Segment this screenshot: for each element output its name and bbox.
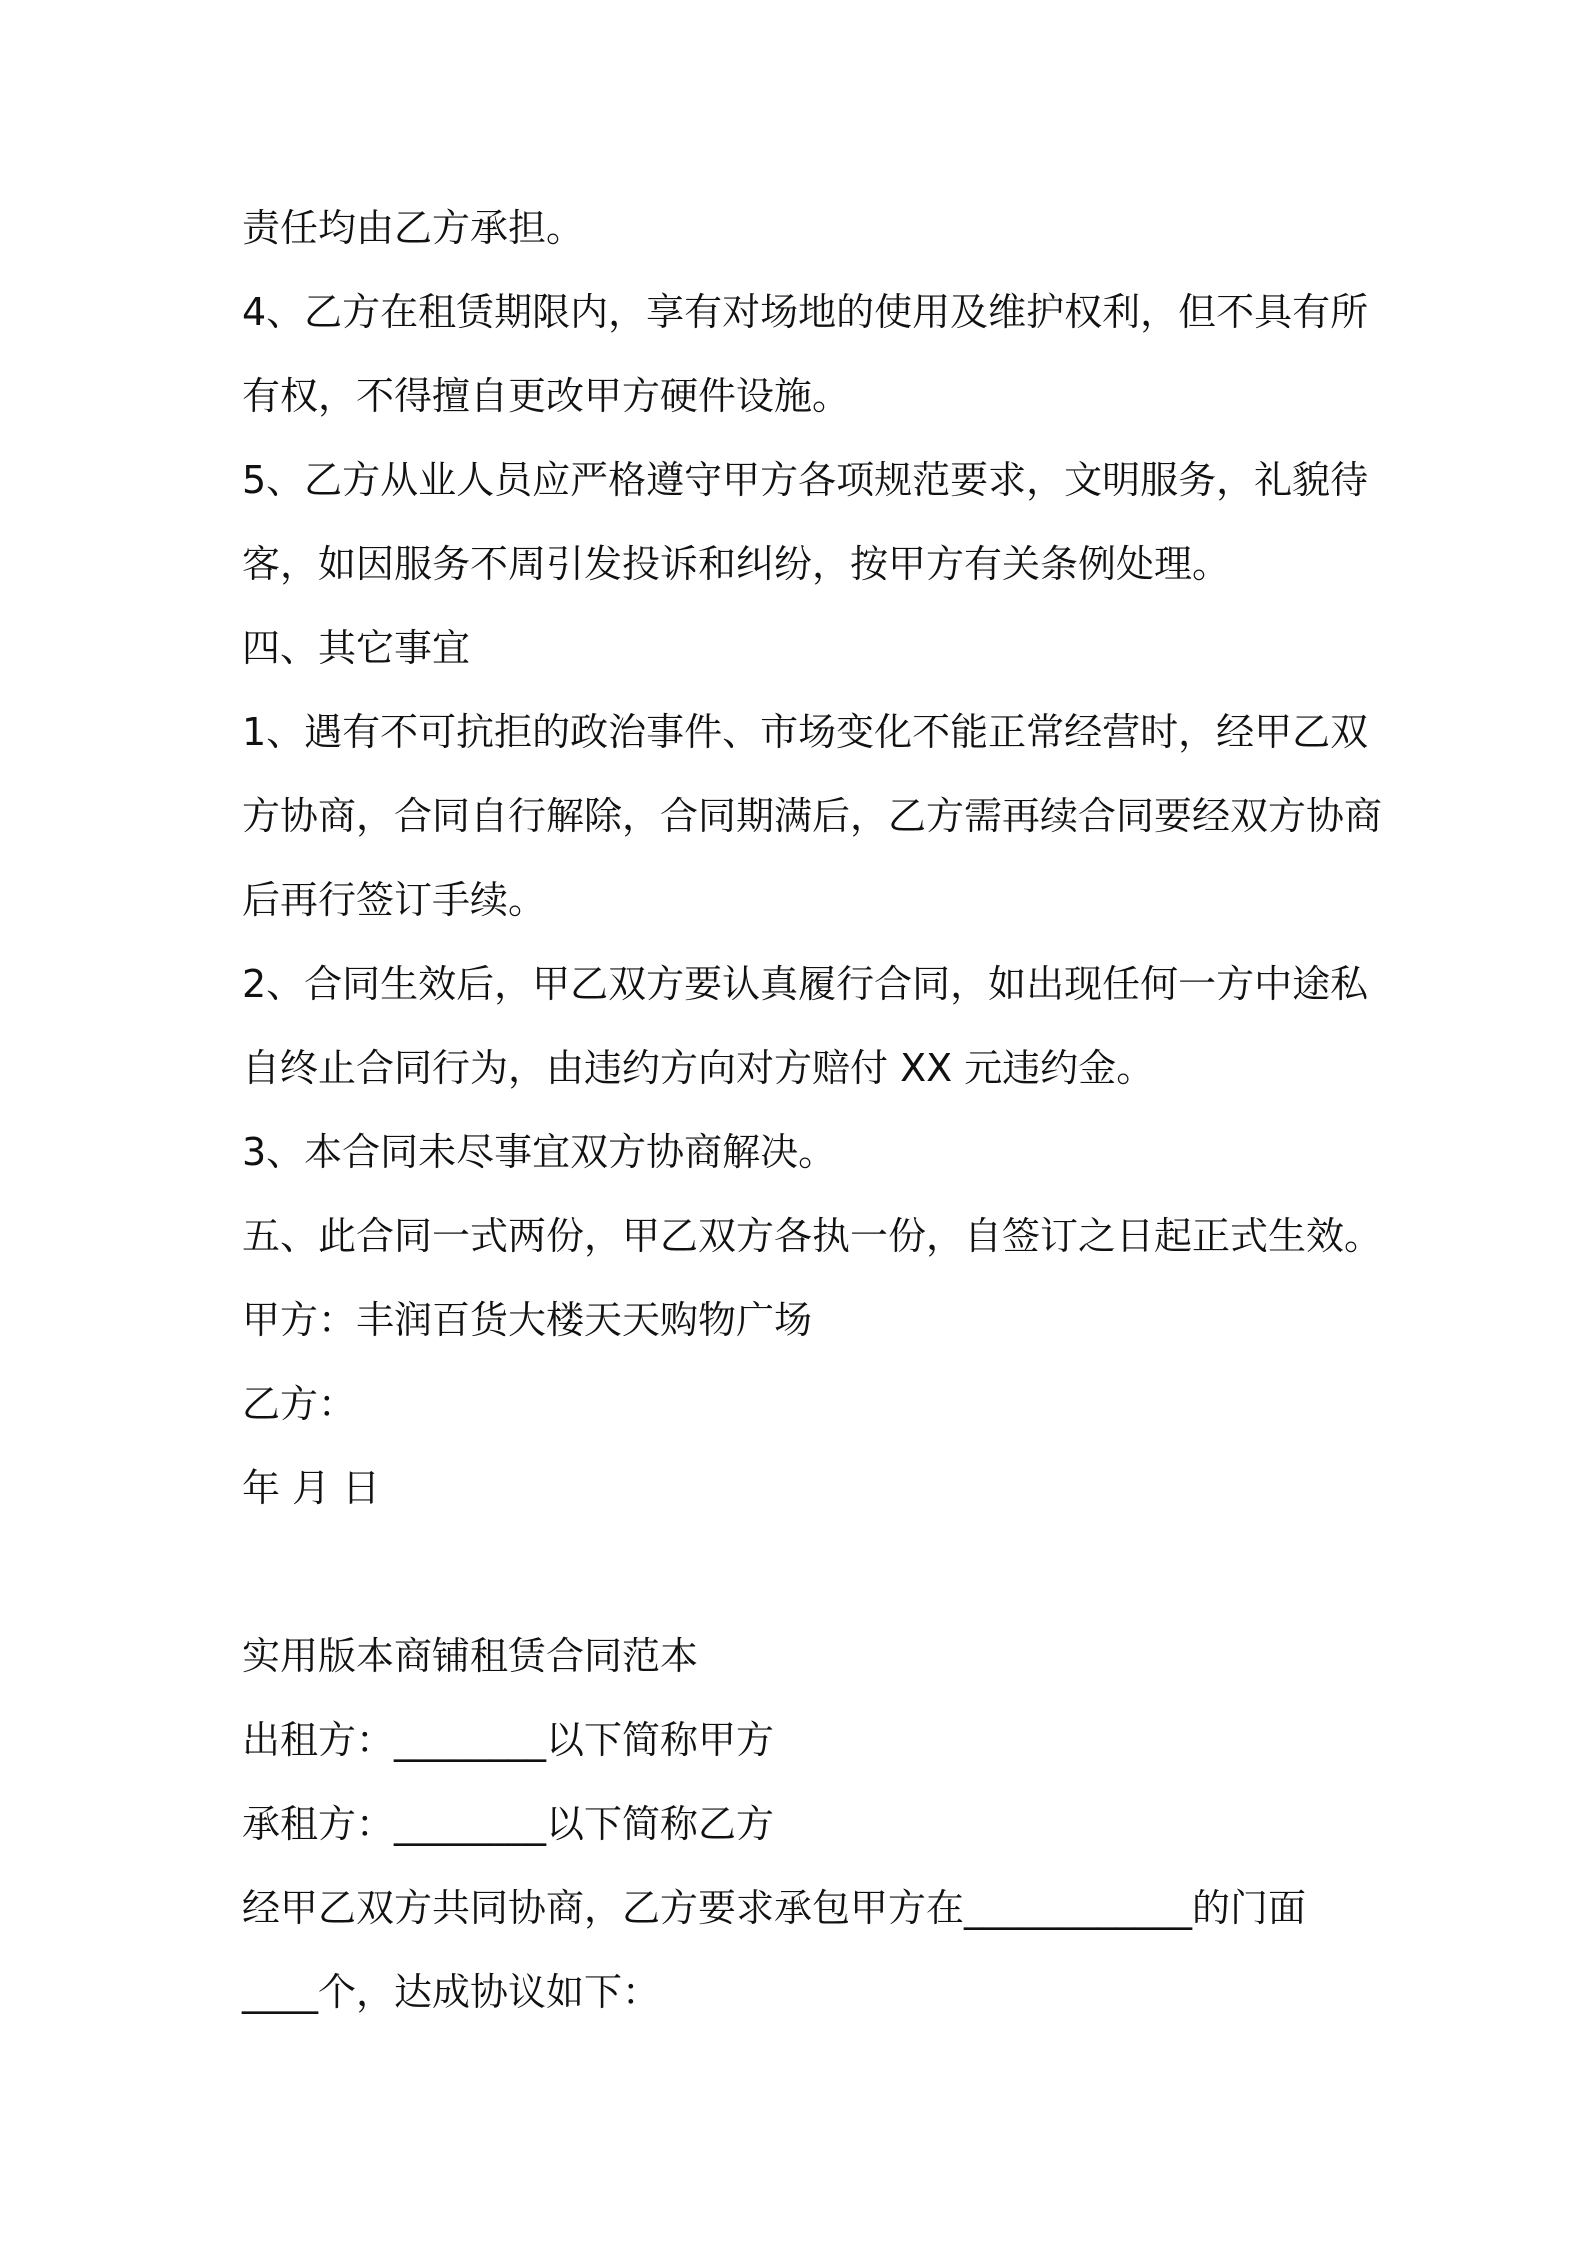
text-line: 后再行签订手续。 — [242, 878, 547, 922]
lessee-line: 承租方：________以下简称乙方 — [242, 1802, 775, 1846]
text-line: 有权，不得擅自更改甲方硬件设施。 — [242, 374, 851, 418]
text-line: 客，如因服务不周引发投诉和纠纷，按甲方有关条例处理。 — [242, 542, 1231, 586]
document-title: 实用版本商铺租赁合同范本 — [242, 1634, 699, 1678]
text-line: 五、此合同一式两份，甲乙双方各执一份，自签订之日起正式生效。 — [242, 1214, 1383, 1258]
text-line: 2、合同生效后，甲乙双方要认真履行合同，如出现任何一方中途私 — [242, 962, 1369, 1006]
text-line: 4、乙方在租赁期限内，享有对场地的使用及维护权利，但不具有所 — [242, 290, 1369, 334]
date-line: 年 月 日 — [242, 1466, 381, 1510]
text-line: 自终止合同行为，由违约方向对方赔付 XX 元违约金。 — [242, 1046, 1155, 1090]
text-line: 1、遇有不可抗拒的政治事件、市场变化不能正常经营时，经甲乙双 — [242, 710, 1369, 754]
party-b-line: 乙方： — [242, 1382, 357, 1426]
text-line: ____个，达成协议如下： — [242, 1970, 661, 2014]
party-a-line: 甲方：丰润百货大楼天天购物广场 — [242, 1298, 813, 1342]
text-line: 经甲乙双方共同协商，乙方要求承包甲方在____________的门面 — [242, 1886, 1307, 1930]
text-line: 5、乙方从业人员应严格遵守甲方各项规范要求，文明服务，礼貌待 — [242, 458, 1369, 502]
section-heading: 四、其它事宜 — [242, 626, 471, 670]
lessor-line: 出租方：________以下简称甲方 — [242, 1718, 775, 1762]
text-line: 方协商，合同自行解除，合同期满后，乙方需再续合同要经双方协商 — [242, 794, 1383, 838]
text-line: 责任均由乙方承担。 — [242, 206, 585, 250]
text-line: 3、本合同未尽事宜双方协商解决。 — [242, 1130, 837, 1174]
